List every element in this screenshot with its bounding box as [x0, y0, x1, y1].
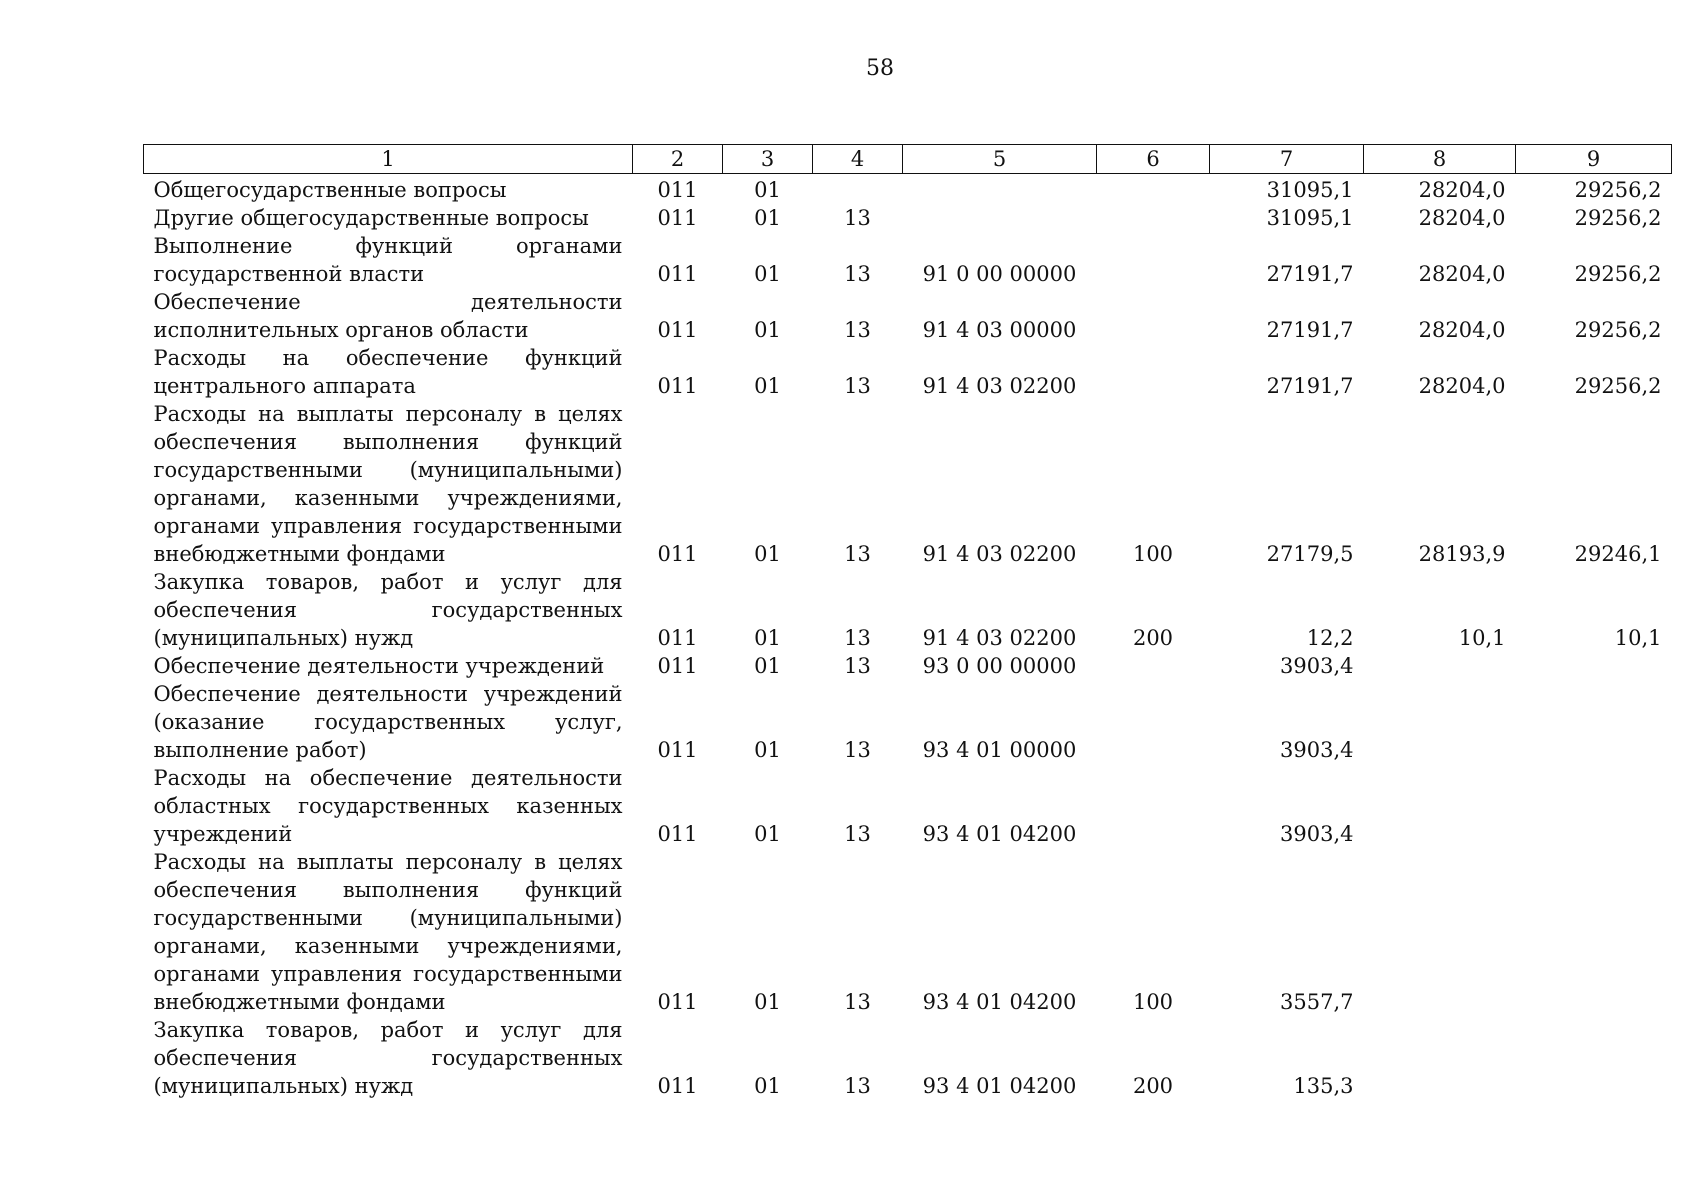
cell-col-4: 13: [844, 626, 871, 650]
header-col-6: 6: [1097, 145, 1210, 174]
table-body: [144, 174, 1672, 1101]
cell-col-2: 011: [657, 654, 698, 678]
row-name: Расходы на выплаты персоналу в целях обеспечения выполнения функций государственными (муниципальными) органами, казенными учреждениями, органами управления государственными внебюджетными фондами: [153, 850, 623, 1014]
cell-col-6: [1097, 652, 1210, 680]
header-col-4: 4: [813, 145, 903, 174]
cell-col-2: 011: [657, 374, 698, 398]
cell-col-9: [1516, 680, 1672, 764]
cell-col-7: 12,2: [1306, 626, 1354, 650]
header-row: [144, 145, 1672, 174]
cell-col-4: 13: [844, 738, 871, 762]
table-row: [144, 764, 1672, 848]
cell-col-4: 13: [844, 654, 871, 678]
table-row: [144, 232, 1672, 288]
cell-col-2: 011: [657, 262, 698, 286]
row-name: Расходы на обеспечение деятельности областных государственных казенных учреждений: [153, 766, 623, 846]
cell-col-9: [1516, 764, 1672, 848]
cell-col-6: 100: [1132, 542, 1174, 566]
table-row: [144, 288, 1672, 344]
table-row: [144, 848, 1672, 1016]
table-row: [144, 680, 1672, 764]
cell-col-3: 01: [754, 822, 781, 846]
cell-col-3: 01: [754, 990, 781, 1014]
row-name: Обеспечение деятельности учреждений: [153, 654, 605, 678]
cell-col-2: 011: [657, 318, 698, 342]
cell-col-7: 3903,4: [1280, 654, 1354, 678]
cell-col-8: 28204,0: [1418, 206, 1506, 230]
cell-col-7: 31095,1: [1266, 206, 1354, 230]
cell-col-8: [1364, 680, 1516, 764]
row-name: Расходы на обеспечение функций центрального аппарата: [153, 346, 623, 398]
cell-col-5: 91 0 00 00000: [922, 262, 1077, 286]
cell-col-3: 01: [754, 626, 781, 650]
cell-col-3: 01: [754, 318, 781, 342]
cell-col-5: 91 4 03 00000: [922, 318, 1077, 342]
cell-col-3: 01: [754, 178, 781, 202]
cell-col-4: 13: [844, 990, 871, 1014]
row-name: Закупка товаров, работ и услуг для обеспечения государственных (муниципальных) нужд: [153, 570, 623, 650]
cell-col-8: [1364, 652, 1516, 680]
header-col-9: 9: [1516, 145, 1672, 174]
table-row: [144, 344, 1672, 400]
cell-col-3: 01: [754, 542, 781, 566]
cell-col-3: 01: [754, 654, 781, 678]
cell-col-7: 27179,5: [1266, 542, 1354, 566]
cell-col-8: [1364, 764, 1516, 848]
cell-col-4: 13: [844, 318, 871, 342]
table-row: [144, 1016, 1672, 1100]
cell-col-9: [1516, 1016, 1672, 1100]
cell-col-7: 135,3: [1293, 1074, 1354, 1098]
cell-col-8: 10,1: [1458, 626, 1506, 650]
cell-col-6: [1097, 232, 1210, 288]
table-row: [144, 400, 1672, 568]
cell-col-9: 29256,2: [1574, 262, 1662, 286]
cell-col-5: 91 4 03 02200: [922, 542, 1077, 566]
row-name: Общегосударственные вопросы: [153, 178, 507, 202]
cell-col-7: 3903,4: [1280, 822, 1354, 846]
budget-table: [143, 144, 1672, 1100]
row-name: Расходы на выплаты персоналу в целях обеспечения выполнения функций государственными (муниципальными) органами, казенными учреждениями, органами управления государственными внебюджетными фондами: [153, 402, 623, 566]
cell-col-6: 200: [1132, 626, 1174, 650]
header-col-2: 2: [633, 145, 723, 174]
cell-col-8: 28204,0: [1418, 318, 1506, 342]
cell-col-9: 29246,1: [1574, 542, 1662, 566]
cell-col-9: [1516, 652, 1672, 680]
header-col-8: 8: [1364, 145, 1516, 174]
cell-col-4: 13: [844, 542, 871, 566]
cell-col-5: 93 4 01 00000: [922, 738, 1077, 762]
cell-col-5: [903, 204, 1097, 232]
cell-col-2: 011: [657, 626, 698, 650]
row-name: Закупка товаров, работ и услуг для обеспечения государственных (муниципальных) нужд: [153, 1018, 623, 1098]
table-row: [144, 568, 1672, 652]
cell-col-6: [1097, 344, 1210, 400]
header-col-5: 5: [903, 145, 1097, 174]
header-col-7: 7: [1210, 145, 1364, 174]
cell-col-2: 011: [657, 822, 698, 846]
cell-col-7: 27191,7: [1266, 262, 1354, 286]
cell-col-2: 011: [657, 990, 698, 1014]
cell-col-3: 01: [754, 1074, 781, 1098]
header-col-1: 1: [144, 145, 633, 174]
cell-col-8: [1364, 1016, 1516, 1100]
cell-col-6: [1097, 174, 1210, 205]
table-row: [144, 174, 1672, 205]
cell-col-9: 29256,2: [1574, 206, 1662, 230]
cell-col-9: [1516, 848, 1672, 1016]
cell-col-2: 011: [657, 1074, 698, 1098]
cell-col-4: [813, 174, 903, 205]
cell-col-3: 01: [754, 206, 781, 230]
cell-col-5: 93 4 01 04200: [922, 1074, 1077, 1098]
cell-col-9: 29256,2: [1574, 318, 1662, 342]
cell-col-6: [1097, 204, 1210, 232]
cell-col-8: 28204,0: [1418, 178, 1506, 202]
cell-col-5: 91 4 03 02200: [922, 374, 1077, 398]
cell-col-4: 13: [844, 262, 871, 286]
cell-col-6: [1097, 764, 1210, 848]
cell-col-4: 13: [844, 1074, 871, 1098]
cell-col-9: 29256,2: [1574, 178, 1662, 202]
cell-col-7: 3903,4: [1280, 738, 1354, 762]
cell-col-2: 011: [657, 206, 698, 230]
cell-col-5: [903, 174, 1097, 205]
table-row: [144, 652, 1672, 680]
cell-col-6: [1097, 288, 1210, 344]
row-name: Обеспечение деятельности учреждений (оказание государственных услуг, выполнение работ): [153, 682, 623, 762]
page-number: 58: [866, 56, 894, 81]
cell-col-7: 3557,7: [1280, 990, 1354, 1014]
cell-col-8: 28204,0: [1418, 262, 1506, 286]
cell-col-2: 011: [657, 178, 698, 202]
cell-col-6: 200: [1132, 1074, 1174, 1098]
cell-col-8: 28193,9: [1418, 542, 1506, 566]
cell-col-8: 28204,0: [1418, 374, 1506, 398]
cell-col-5: 93 4 01 04200: [922, 990, 1077, 1014]
cell-col-2: 011: [657, 542, 698, 566]
cell-col-4: 13: [844, 822, 871, 846]
cell-col-9: 10,1: [1614, 626, 1662, 650]
header-col-3: 3: [723, 145, 813, 174]
cell-col-2: 011: [657, 738, 698, 762]
table-row: [144, 204, 1672, 232]
cell-col-6: 100: [1132, 990, 1174, 1014]
table-header: [144, 145, 1672, 174]
cell-col-3: 01: [754, 262, 781, 286]
cell-col-5: 93 0 00 00000: [922, 654, 1077, 678]
cell-col-6: [1097, 680, 1210, 764]
row-name: Другие общегосударственные вопросы: [153, 206, 589, 230]
cell-col-7: 31095,1: [1266, 178, 1354, 202]
cell-col-4: 13: [844, 206, 871, 230]
cell-col-4: 13: [844, 374, 871, 398]
cell-col-8: [1364, 848, 1516, 1016]
cell-col-3: 01: [754, 738, 781, 762]
cell-col-5: 91 4 03 02200: [922, 626, 1077, 650]
cell-col-7: 27191,7: [1266, 318, 1354, 342]
row-name: Выполнение функций органами государственной власти: [153, 234, 623, 286]
cell-col-9: 29256,2: [1574, 374, 1662, 398]
cell-col-3: 01: [754, 374, 781, 398]
row-name: Обеспечение деятельности исполнительных органов области: [153, 290, 623, 342]
cell-col-5: 93 4 01 04200: [922, 822, 1077, 846]
cell-col-7: 27191,7: [1266, 374, 1354, 398]
